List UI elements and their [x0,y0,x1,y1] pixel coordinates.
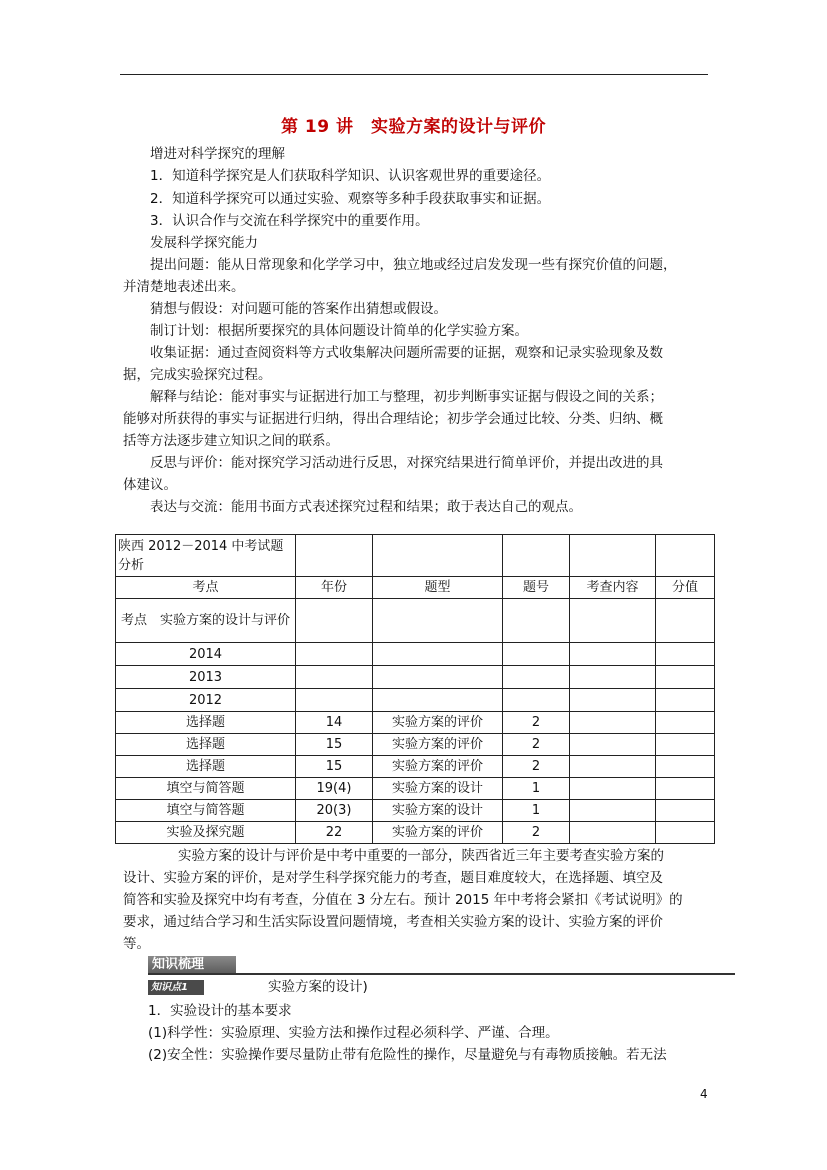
knowledge-point-title: 实验方案的设计) [268,979,368,995]
header-cell: 题号 [503,577,570,599]
intro-line: 括等方法逐步建立知识之间的联系。 [123,433,339,449]
table-row [116,712,715,734]
number-cell: 19(4) [296,778,373,800]
table-row [116,734,715,756]
type-cell: 选择题 [116,734,296,756]
intro-line: 表达与交流：能用书面方式表述探究过程和结果；敢于表达自己的观点。 [150,499,582,515]
type-cell: 实验及探究题 [116,822,296,844]
knowledge-point-badge: 知识点1 [148,980,204,995]
score-cell: 2 [503,734,570,756]
topic-cell: 考点 实验方案的设计与评价 [116,599,296,643]
score-cell: 1 [503,800,570,822]
exam-analysis-table [115,534,715,844]
type-cell: 填空与简答题 [116,800,296,822]
section-line: (1)科学性：实验原理、实验方法和操作过程必须科学、严谨、合理。 [148,1025,559,1041]
header-cell: 年份 [296,577,373,599]
table-row [116,599,715,643]
table-row [116,689,715,712]
table-header-row [116,577,715,599]
intro-line: 解释与结论：能对事实与证据进行加工与整理，初步判断事实证据与假设之间的关系； [150,389,663,405]
table-caption: 陕西 2012－2014 中考试题分析 [116,535,296,577]
intro-line: 并清楚地表述出来。 [123,279,245,295]
intro-heading: 增进对科学探究的理解 [150,146,285,162]
header-cell: 分值 [656,577,715,599]
intro-line: 收集证据：通过查阅资料等方式收集解决问题所需要的证据，观察和记录实验现象及数 [150,345,663,361]
year-cell: 2013 [116,666,296,689]
header-cell: 考查内容 [570,577,656,599]
number-cell: 14 [296,712,373,734]
type-cell: 填空与简答题 [116,778,296,800]
number-cell: 22 [296,822,373,844]
content-cell: 实验方案的评价 [373,822,503,844]
content-cell: 实验方案的评价 [373,734,503,756]
header-cell: 考点 [116,577,296,599]
year-cell: 2014 [116,643,296,666]
section-rule [148,973,735,975]
intro-line: 制订计划：根据所要探究的具体问题设计简单的化学实验方案。 [150,323,528,339]
intro-line: 3．认识合作与交流在科学探究中的重要作用。 [150,213,429,229]
table-row [116,643,715,666]
analysis-line: 简答和实验及探究中均有考查，分值在 3 分左右。预计 2015 年中考将会紧扣《考试说明》的 [123,892,683,908]
intro-line: 1．知道科学探究是人们获取科学知识、认识客观世界的重要途径。 [150,168,551,184]
analysis-line: 要求，通过结合学习和生活实际设置问题情境，考查相关实验方案的设计、实验方案的评价 [123,914,663,930]
score-cell: 2 [503,822,570,844]
intro-heading: 发展科学探究能力 [150,235,258,251]
intro-line: 据，完成实验探究过程。 [123,367,272,383]
intro-line: 反思与评价：能对探究学习活动进行反思，对探究结果进行简单评价，并提出改进的具 [150,455,663,471]
content-cell: 实验方案的设计 [373,800,503,822]
analysis-line: 等。 [123,936,150,952]
content-cell: 实验方案的评价 [373,756,503,778]
header-rule [120,74,708,75]
intro-line: 猜想与假设：对问题可能的答案作出猜想或假设。 [150,301,447,317]
section-banner: 知识梳理 [148,956,236,974]
type-cell: 选择题 [116,756,296,778]
analysis-line: 设计、实验方案的评价，是对学生科学探究能力的考查，题目难度较大，在选择题、填空及 [123,870,663,886]
score-cell: 1 [503,778,570,800]
table-row [116,822,715,844]
type-cell: 选择题 [116,712,296,734]
page-number: 4 [700,1087,708,1101]
intro-line: 能够对所获得的事实与证据进行归纳，得出合理结论；初步学会通过比较、分类、归纳、概 [123,411,663,427]
table-row [116,800,715,822]
intro-line: 体建议。 [123,477,177,493]
page-title: 第 19 讲 实验方案的设计与评价 [281,117,546,137]
number-cell: 15 [296,756,373,778]
section-line: (2)安全性：实验操作要尽量防止带有危险性的操作，尽量避免与有毒物质接触。若无法 [148,1047,667,1063]
intro-line: 2．知道科学探究可以通过实验、观察等多种手段获取事实和证据。 [150,191,551,207]
content-cell: 实验方案的评价 [373,712,503,734]
score-cell: 2 [503,756,570,778]
number-cell: 15 [296,734,373,756]
analysis-line: 实验方案的设计与评价是中考中重要的一部分，陕西省近三年主要考查实验方案的 [178,848,664,864]
number-cell: 20(3) [296,800,373,822]
year-cell: 2012 [116,689,296,712]
score-cell: 2 [503,712,570,734]
header-cell: 题型 [373,577,503,599]
table-row [116,535,715,577]
section-line: 1．实验设计的基本要求 [148,1003,292,1019]
table-row [116,778,715,800]
content-cell: 实验方案的设计 [373,778,503,800]
table-row [116,666,715,689]
table-row [116,756,715,778]
intro-line: 提出问题：能从日常现象和化学学习中，独立地或经过启发发现一些有探究价值的问题， [150,257,677,273]
